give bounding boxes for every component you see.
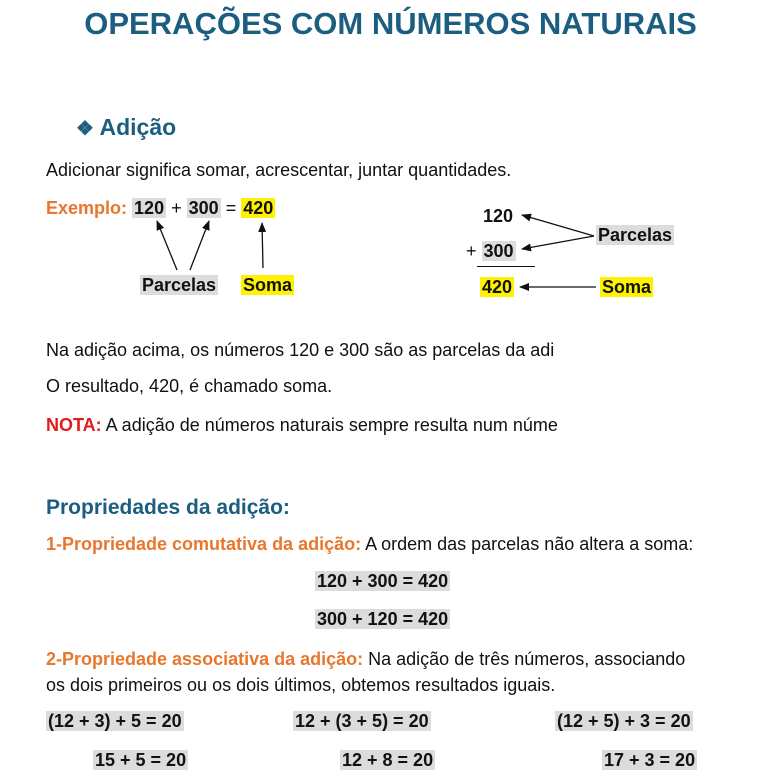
associativa-text: Na adição de três números, associando — [363, 649, 686, 669]
vertical-parcelas-label: Parcelas — [598, 225, 673, 245]
arrow-vertical-parcela-bottom — [522, 236, 594, 249]
example-parcel-b: 300 — [188, 198, 219, 218]
associativa-result-2: 12 + 8 = 20 — [342, 750, 434, 770]
properties-heading: Propriedades da adição: — [46, 496, 290, 519]
example-soma-label: Soma — [243, 275, 293, 295]
comutativa-label: 1-Propriedade comutativa da adição: — [46, 534, 362, 554]
associativa-result-3: 17 + 3 = 20 — [604, 750, 696, 770]
paragraph-parcelas: Na adição acima, os números 120 e 300 são as parcelas da adi — [46, 340, 555, 360]
example-parcel-a: 120 — [134, 198, 165, 218]
nota-text: A adição de números naturais sempre resulta num núme — [101, 415, 558, 435]
arrow-parcela-a — [157, 221, 177, 270]
example-equals: = — [225, 198, 237, 218]
vertical-bottom-parcel: 300 — [483, 241, 514, 261]
example-label: Exemplo: — [46, 198, 128, 218]
vertical-plus: + — [466, 241, 477, 261]
associativa-label: 2-Propriedade associativa da adição: — [46, 649, 364, 669]
page-title: OPERAÇÕES COM NÚMEROS NATURAIS — [84, 6, 697, 41]
example-result: 420 — [243, 198, 274, 218]
section-heading-text: Adição — [99, 114, 177, 140]
comutativa-equation-1: 120 + 300 = 420 — [317, 571, 449, 591]
intro-paragraph: Adicionar significa somar, acrescentar, juntar quantidades. — [46, 160, 512, 180]
diamond-bullet-icon: ❖ — [76, 118, 94, 140]
vertical-soma-label: Soma — [602, 277, 652, 297]
example-parcelas-label: Parcelas — [142, 275, 217, 295]
associativa-line — [46, 649, 685, 670]
associativa-line-2: os dois primeiros ou os dois últimos, obtemos resultados iguais. — [46, 675, 556, 695]
example-plus: + — [171, 198, 182, 218]
vertical-top-parcel: 120 — [483, 206, 514, 226]
arrow-parcela-b — [190, 221, 209, 270]
nota-paragraph — [46, 415, 589, 436]
vertical-result: 420 — [482, 277, 513, 297]
nota-label: NOTA: — [46, 415, 102, 435]
associativa-equation-3: (12 + 5) + 3 = 20 — [557, 711, 691, 731]
arrow-vertical-parcela-top — [522, 215, 594, 236]
arrow-soma — [262, 223, 263, 268]
comutativa-equation-2: 300 + 120 = 420 — [317, 609, 449, 629]
associativa-result-1: 15 + 5 = 20 — [95, 750, 187, 770]
comutativa-line — [46, 534, 693, 555]
associativa-equation-2: 12 + (3 + 5) = 20 — [295, 711, 429, 731]
associativa-equation-1: (12 + 3) + 5 = 20 — [48, 711, 182, 731]
comutativa-text: A ordem das parcelas não altera a soma: — [361, 534, 694, 554]
paragraph-resultado: O resultado, 420, é chamado soma. — [46, 376, 333, 396]
